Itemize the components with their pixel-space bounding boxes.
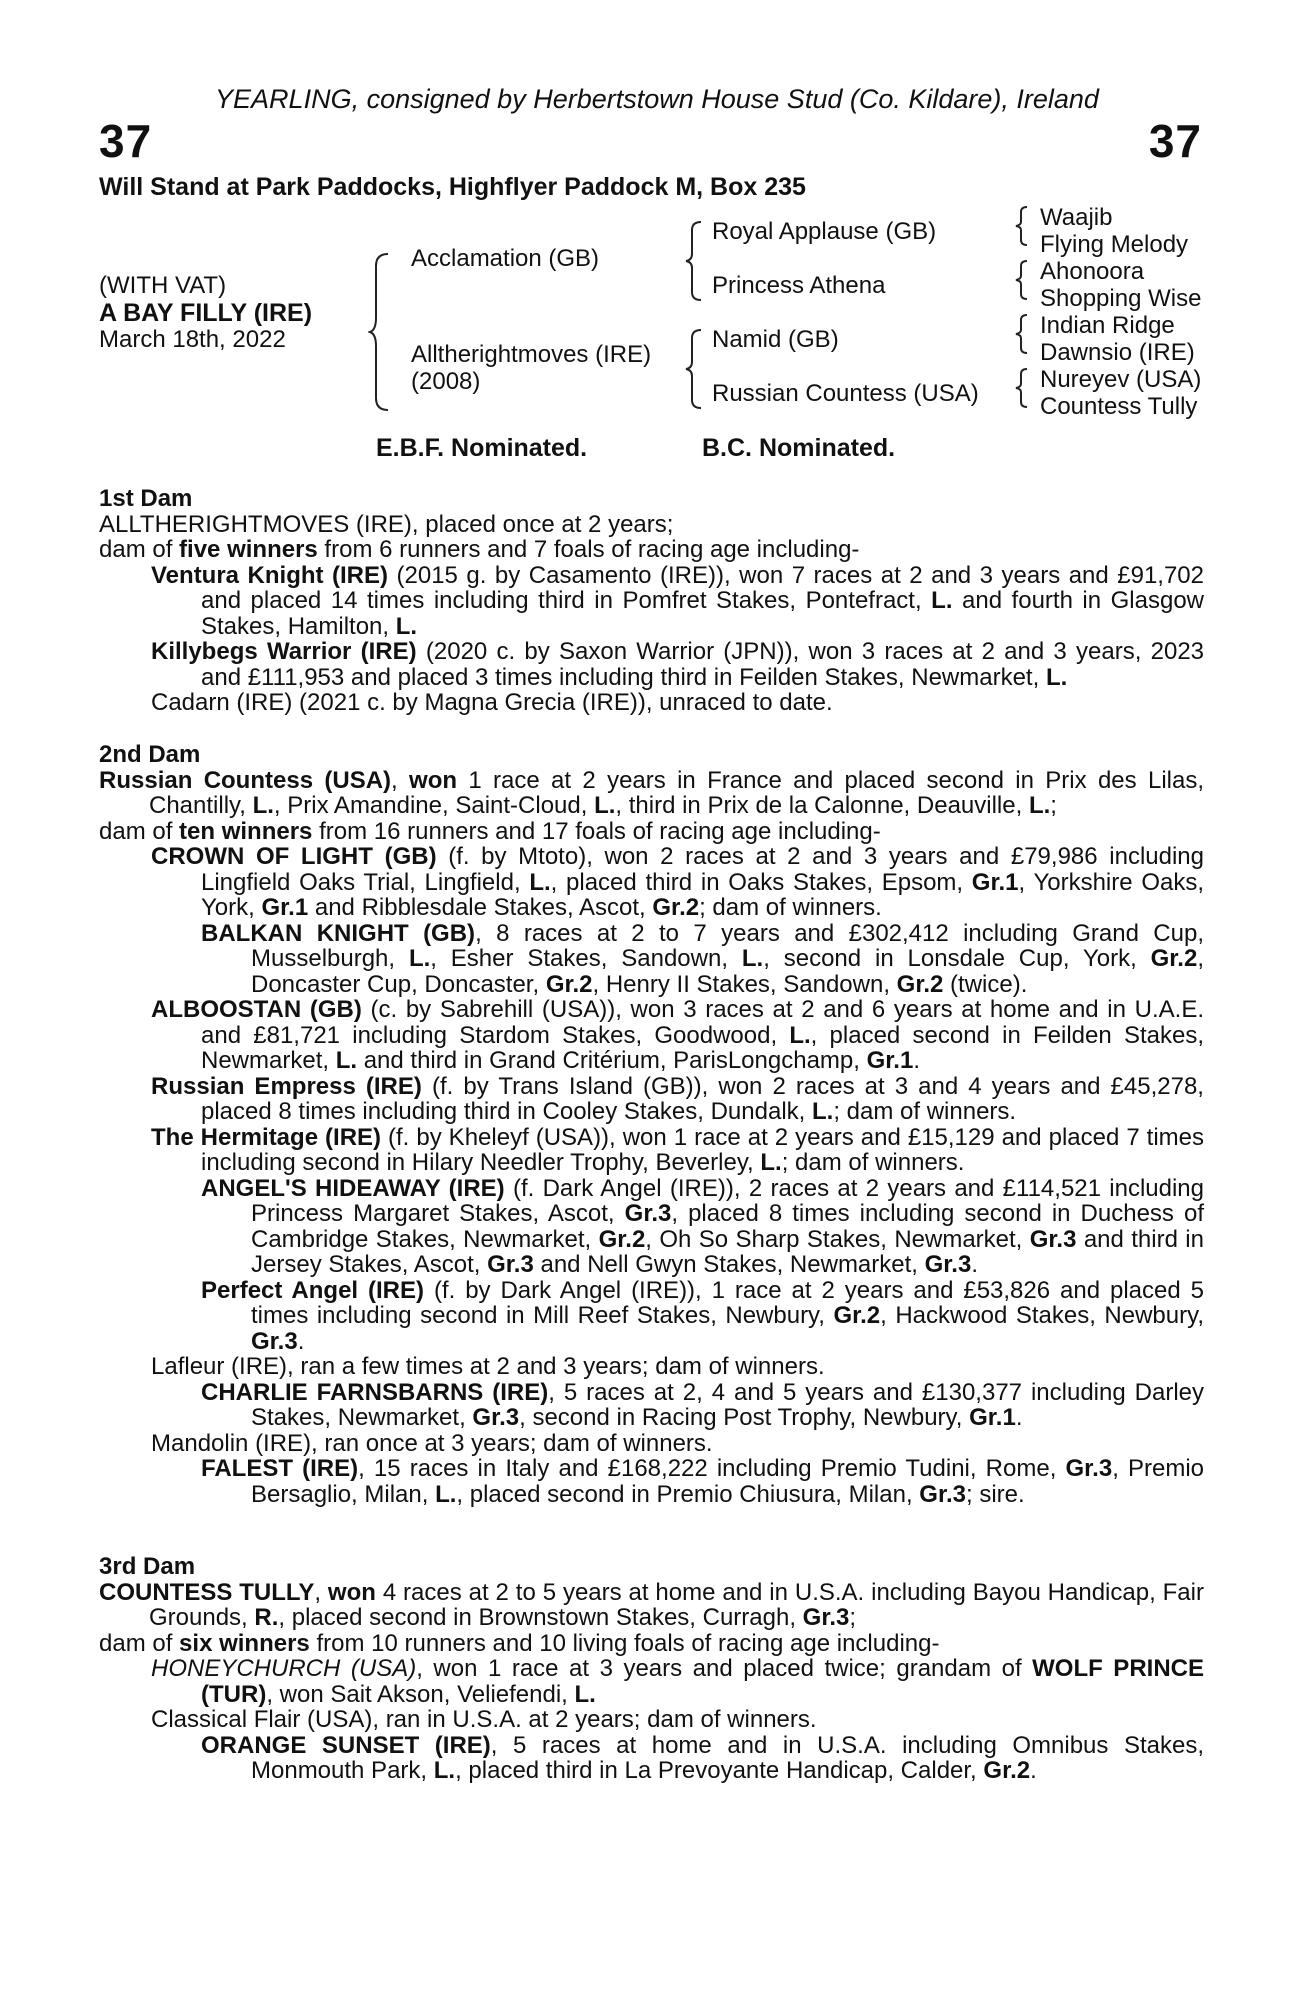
stand-location: Will Stand at Park Paddocks, Highflyer Paddock M, Box 235 (99, 173, 806, 201)
dam-brace (684, 328, 704, 410)
produce-entry: ORANGE SUNSET (IRE), 5 races at home and in U.S.A. including Omnibus Stakes, Monmouth Park, L., placed third in La Prevoyante Handicap, Calder, Gr.2. (201, 1731, 1204, 1784)
produce-entry: The Hermitage (IRE) (f. by Kheleyf (USA)), won 1 race at 2 years and £15,129 and placed 7 times including second in Hilary Needler Trophy, Beverley, L.; dam of winners. (151, 1123, 1204, 1176)
first-dam-section (99, 486, 1204, 716)
g3-ancestor: Countess Tully (1040, 393, 1198, 420)
produce-entry: Classical Flair (USA), ran in U.S.A. at 2 years; dam of winners. (151, 1706, 817, 1733)
second-dam-intro: Russian Countess (USA), won 1 race at 2 years in France and placed second in Prix des Lilas, Chantilly, L., Prix Amandine, Saint-Cloud, L., third in Prix de la Calonne, Deauville, L.; (99, 766, 1204, 819)
g3-ancestor: Shopping Wise (1040, 285, 1202, 312)
third-dam-intro: COUNTESS TULLY, won 4 races at 2 to 5 years at home and in U.S.A. including Bayou Handicap, Fair Grounds, R., placed second in Brownstown Stakes, Curragh, Gr.3; (99, 1578, 1204, 1631)
produce-entry: Ventura Knight (IRE) (2015 g. by Casamento (IRE)), won 7 races at 2 and 3 years and £91,702 and placed 14 times including third in Pomfret Stakes, Pontefract, L. and fourth in Glasgow Stakes, Hamilton, L. (151, 561, 1204, 640)
second-dam-produce: dam of ten winners from 16 runners and 17 foals of racing age including- (99, 817, 881, 845)
g3-ancestor: Dawnsio (IRE) (1040, 339, 1195, 366)
g3-ancestor: Waajib (1040, 204, 1113, 231)
produce-entry: Perfect Angel (IRE) (f. by Dark Angel (IRE)), 1 race at 2 years and £53,826 and placed 5 times including second in Mill Reef Stakes, Newbury, Gr.2, Hackwood Stakes, Newbury, Gr.3. (201, 1276, 1205, 1355)
sire-sire: Royal Applause (GB) (712, 218, 937, 245)
pedigree-brace-main (368, 252, 392, 412)
g3-brace-4 (1014, 368, 1030, 408)
sire: Acclamation (GB) (411, 245, 600, 272)
first-dam-intro: ALLTHERIGHTMOVES (IRE), placed once at 2 years; (99, 510, 674, 538)
g3-brace-1 (1014, 206, 1030, 246)
dam-year: (2008) (411, 368, 481, 395)
horse-name: A BAY FILLY (IRE) (99, 299, 313, 327)
lot-number-left: 37 (99, 115, 153, 167)
third-dam-produce: dam of six winners from 10 runners and 10 living foals of racing age including- (99, 1629, 940, 1657)
g3-ancestor: Nureyev (USA) (1040, 366, 1202, 393)
produce-entry: BALKAN KNIGHT (GB), 8 races at 2 to 7 years and £302,412 including Grand Cup, Musselburgh, L., Esher Stakes, Sandown, L., second in Lonsdale Cup, York, Gr.2, Doncaster Cup, Doncaster, Gr.2, Henry II Stakes, Sandown, Gr.2 (twice). (201, 919, 1204, 998)
dam: Alltherightmoves (IRE) (411, 341, 652, 368)
first-dam-heading: 1st Dam (99, 485, 193, 512)
produce-entry: CROWN OF LIGHT (GB) (f. by Mtoto), won 2 races at 2 and 3 years and £79,986 including Lingfield Oaks Trial, Lingfield, L., placed third in Oaks Stakes, Epsom, Gr.1, Yorkshire Oaks, York, Gr.1 and Ribblesdale Stakes, Ascot, Gr.2; dam of winners. (151, 843, 1204, 921)
produce-entry: Russian Empress (IRE) (f. by Trans Island (GB)), won 2 races at 3 and 4 years and £45,278, placed 8 times including third in Cooley Stakes, Dundalk, L.; dam of winners. (151, 1072, 1204, 1125)
g3-ancestor: Indian Ridge (1040, 312, 1175, 339)
produce-entry: FALEST (IRE), 15 races in Italy and £168,222 including Premio Tudini, Rome, Gr.3, Premio Bersaglio, Milan, L., placed second in Premio Chiusura, Milan, Gr.3; sire. (201, 1455, 1205, 1508)
lot-number-right: 37 (1148, 115, 1202, 167)
consignment-line: YEARLING, consigned by Herbertstown House Stud (Co. Kildare), Ireland (215, 84, 1099, 114)
g3-brace-2 (1014, 260, 1030, 300)
second-dam-section (99, 742, 1204, 1507)
dam-dam: Russian Countess (USA) (712, 380, 979, 407)
produce-entry: HONEYCHURCH (USA), won 1 race at 3 years and placed twice; grandam of WOLF PRINCE (TUR), won Sait Akson, Veliefendi, L. (151, 1655, 1204, 1708)
second-dam-heading: 2nd Dam (99, 741, 201, 768)
produce-entry: Cadarn (IRE) (2021 c. by Magna Grecia (IRE)), unraced to date. (151, 689, 833, 716)
bc-nomination: B.C. Nominated. (702, 434, 896, 462)
dam-sire: Namid (GB) (712, 326, 839, 353)
sire-brace (684, 220, 704, 302)
produce-entry: Mandolin (IRE), ran once at 3 years; dam of winners. (151, 1429, 713, 1457)
sire-dam: Princess Athena (712, 272, 886, 299)
vat-note: (WITH VAT) (99, 272, 227, 299)
g3-ancestor: Flying Melody (1040, 231, 1189, 258)
produce-entry: ALBOOSTAN (GB) (c. by Sabrehill (USA)), won 3 races at 2 and 6 years at home and in U.A.E. and £81,721 including Stardom Stakes, Goodwood, L., placed second in Feilden Stakes, Newmarket, L. and third in Grand Critérium, ParisLongchamp, Gr.1. (151, 996, 1204, 1074)
produce-entry: ANGEL'S HIDEAWAY (IRE) (f. Dark Angel (IRE)), 2 races at 2 years and £114,521 including Princess Margaret Stakes, Ascot, Gr.3, placed 8 times including second in Duchess of Cambridge Stakes, Newmarket, Gr.2, Oh So Sharp Stakes, Newmarket, Gr.3 and third in Jersey Stakes, Ascot, Gr.3 and Nell Gwyn Stakes, Newmarket, Gr.3. (201, 1174, 1205, 1278)
third-dam-section (99, 1554, 1204, 1784)
third-dam-heading: 3rd Dam (99, 1553, 196, 1580)
g3-brace-3 (1014, 314, 1030, 354)
produce-entry: Lafleur (IRE), ran a few times at 2 and 3 years; dam of winners. (151, 1353, 825, 1380)
produce-entry: Killybegs Warrior (IRE) (2020 c. by Saxon Warrior (JPN)), won 3 races at 2 and 3 years, 2023 and £111,953 and placed 3 times including third in Feilden Stakes, Newmarket, L. (151, 638, 1205, 691)
foaling-date: March 18th, 2022 (99, 326, 286, 353)
ebf-nomination: E.B.F. Nominated. (376, 434, 588, 462)
first-dam-produce: dam of five winners from 6 runners and 7 foals of racing age including- (99, 536, 860, 563)
g3-ancestor: Ahonoora (1040, 258, 1145, 285)
produce-entry: CHARLIE FARNSBARNS (IRE), 5 races at 2, 4 and 5 years and £130,377 including Darley Stakes, Newmarket, Gr.3, second in Racing Post Trophy, Newbury, Gr.1. (201, 1378, 1205, 1431)
